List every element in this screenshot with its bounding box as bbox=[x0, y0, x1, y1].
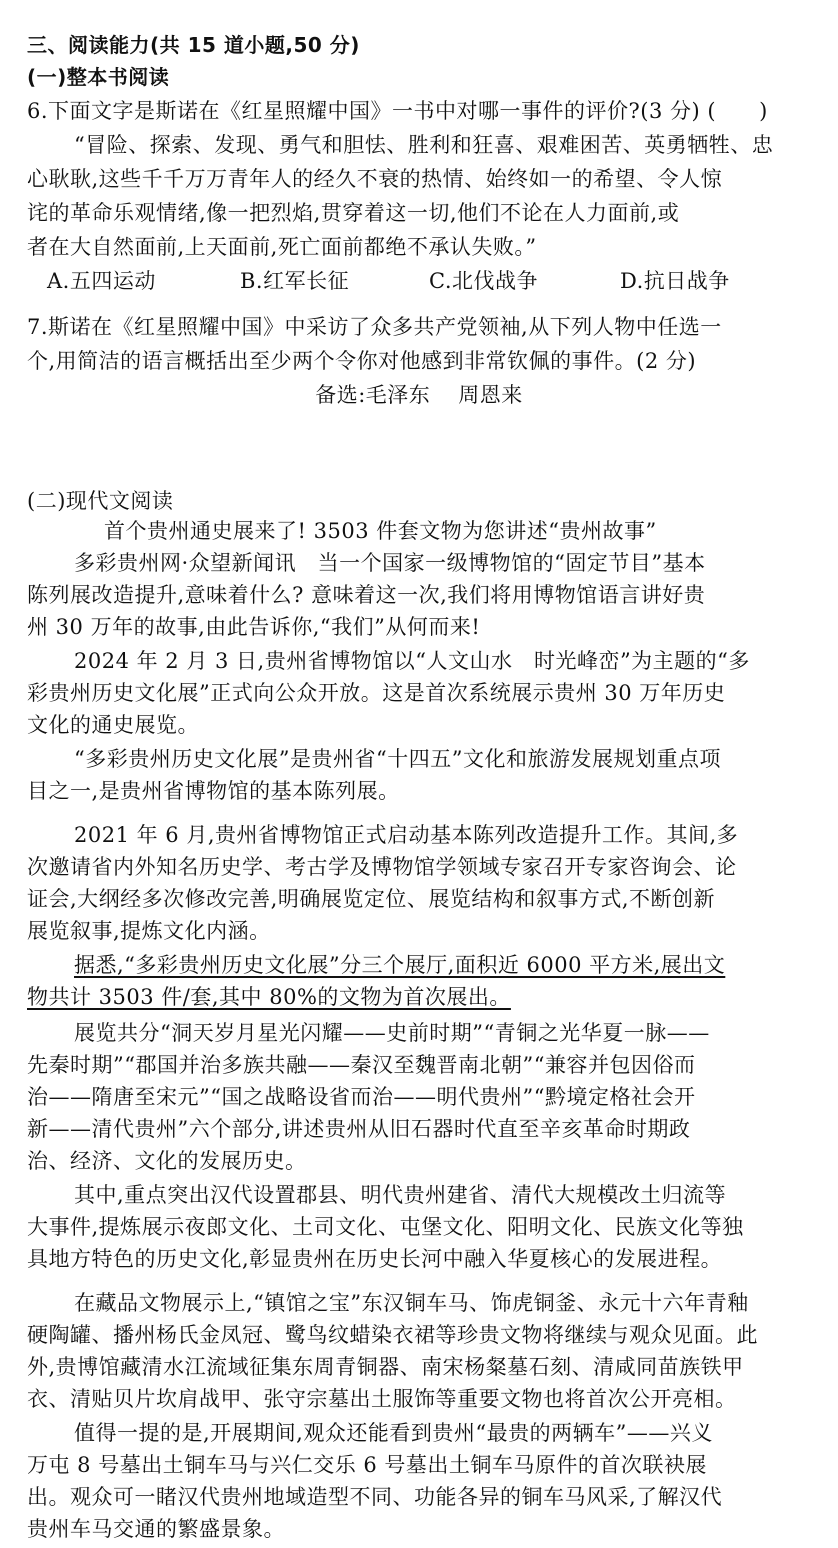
section-heading: 三、阅读能力(共 15 道小题,50 分) bbox=[27, 33, 360, 57]
q7-option-1: 备选:毛泽东 bbox=[315, 383, 431, 407]
article-line: 贵州车马交通的繁盛景象。 bbox=[27, 1517, 285, 1541]
article-line-underlined: 物共计 3503 件/套,其中 80%的文物为首次展出。 bbox=[27, 985, 511, 1009]
article-line: 展览共分“洞天岁月星光闪耀——史前时期”“青铜之光华夏一脉—— bbox=[74, 1021, 710, 1045]
q7-line: 7.斯诺在《红星照耀中国》中采访了众多共产党领袖,从下列人物中任选一 bbox=[27, 315, 722, 339]
article-line: 外,贵博馆藏清水江流域征集东周青铜器、南宋杨粲墓石刻、清咸同苗族铁甲 bbox=[27, 1355, 744, 1379]
article-line: 证会,大纲经多次修改完善,明确展览定位、展览结构和叙事方式,不断创新 bbox=[27, 887, 716, 911]
article-title: 首个贵州通史展来了! 3503 件套文物为您讲述“贵州故事” bbox=[104, 519, 657, 543]
article-line: 2021 年 6 月,贵州省博物馆正式启动基本陈列改造提升工作。其间,多 bbox=[74, 823, 739, 847]
q6-stem: 6.下面文字是斯诺在《红星照耀中国》一书中对哪一事件的评价?(3 分) ( ) bbox=[27, 99, 768, 123]
article-line: 硬陶罐、播州杨氏金凤冠、鹭鸟纹蜡染衣裙等珍贵文物将继续与观众见面。此 bbox=[27, 1323, 758, 1347]
article-line: 次邀请省内外知名历史学、考古学及博物馆学领域专家召开专家咨询会、论 bbox=[27, 855, 737, 879]
q6-quote-line: “冒险、探索、发现、勇气和胆怯、胜利和狂喜、艰难困苦、英勇牺牲、忠 bbox=[74, 133, 774, 157]
article-line: 州 30 万年的故事,由此告诉你,“我们”从何而来! bbox=[27, 615, 481, 639]
q7-options bbox=[0, 380, 838, 410]
article-line: 在藏品文物展示上,“镇馆之宝”东汉铜车马、饰虎铜釜、永元十六年青釉 bbox=[74, 1291, 749, 1315]
article-line: 治——隋唐至宋元”“国之战略设省而治——明代贵州”“黔境定格社会开 bbox=[27, 1085, 696, 1109]
q7-line: 个,用简洁的语言概括出至少两个令你对他感到非常钦佩的事件。(2 分) bbox=[27, 349, 697, 373]
article-line: 2024 年 2 月 3 日,贵州省博物馆以“人文山水 时光峰峦”为主题的“多 bbox=[74, 649, 750, 673]
q6-quote-line: 者在大自然面前,上天面前,死亡面前都绝不承认失败。” bbox=[27, 235, 537, 259]
article-line: 先秦时期”“郡国并治多族共融——秦汉至魏晋南北朝”“兼容并包因俗而 bbox=[27, 1053, 696, 1077]
article-line: 具地方特色的历史文化,彰显贵州在历史长河中融入华夏核心的发展进程。 bbox=[27, 1247, 723, 1271]
article-line: 多彩贵州网·众望新闻讯 当一个国家一级博物馆的“固定节目”基本 bbox=[74, 551, 706, 575]
article-line: 新——清代贵州”六个部分,讲述贵州从旧石器时代直至辛亥革命时期政 bbox=[27, 1117, 691, 1141]
q6-quote-line: 心耿耿,这些千千万万青年人的经久不衰的热情、始终如一的希望、令人惊 bbox=[27, 167, 723, 191]
article-line: 彩贵州历史文化展”正式向公众开放。这是首次系统展示贵州 30 万年历史 bbox=[27, 681, 726, 705]
article-line: 其中,重点突出汉代设置郡县、明代贵州建省、清代大规模改土归流等 bbox=[74, 1183, 727, 1207]
article-line: 陈列展改造提升,意味着什么? 意味着这一次,我们将用博物馆语言讲好贵 bbox=[27, 583, 706, 607]
article-line: 文化的通史展览。 bbox=[27, 713, 199, 737]
choice-c: C.北伐战争 bbox=[429, 269, 538, 293]
q7-option-2: 周恩来 bbox=[458, 383, 523, 407]
article-line: 目之一,是贵州省博物馆的基本陈列展。 bbox=[27, 779, 400, 803]
article-line-underlined: 据悉,“多彩贵州历史文化展”分三个展厅,面积近 6000 平方米,展出文 bbox=[74, 953, 726, 977]
article-line: 出。观众可一睹汉代贵州地域造型不同、功能各异的铜车马风采,了解汉代 bbox=[27, 1485, 723, 1509]
q6-choices bbox=[47, 266, 807, 296]
choice-a: A.五四运动 bbox=[47, 269, 156, 293]
article-line: 大事件,提炼展示夜郎文化、土司文化、屯堡文化、阳明文化、民族文化等独 bbox=[27, 1215, 744, 1239]
article-line: 万屯 8 号墓出土铜车马与兴仁交乐 6 号墓出土铜车马原件的首次联袂展 bbox=[27, 1453, 707, 1477]
part2-heading: (二)现代文阅读 bbox=[27, 489, 174, 513]
part1-heading: (一)整本书阅读 bbox=[27, 65, 170, 89]
choice-b: B.红军长征 bbox=[240, 269, 350, 293]
article-line: 值得一提的是,开展期间,观众还能看到贵州“最贵的两辆车”——兴义 bbox=[74, 1421, 713, 1445]
article-line: 治、经济、文化的发展历史。 bbox=[27, 1149, 307, 1173]
article-line: “多彩贵州历史文化展”是贵州省“十四五”文化和旅游发展规划重点项 bbox=[74, 747, 721, 771]
q6-quote-line: 诧的革命乐观情绪,像一把烈焰,贯穿着这一切,他们不论在人力面前,或 bbox=[27, 201, 680, 225]
article-line: 衣、清贴贝片坎肩战甲、张守宗墓出土服饰等重要文物也将首次公开亮相。 bbox=[27, 1387, 737, 1411]
article-line: 展览叙事,提炼文化内涵。 bbox=[27, 919, 271, 943]
choice-d: D.抗日战争 bbox=[620, 269, 730, 293]
